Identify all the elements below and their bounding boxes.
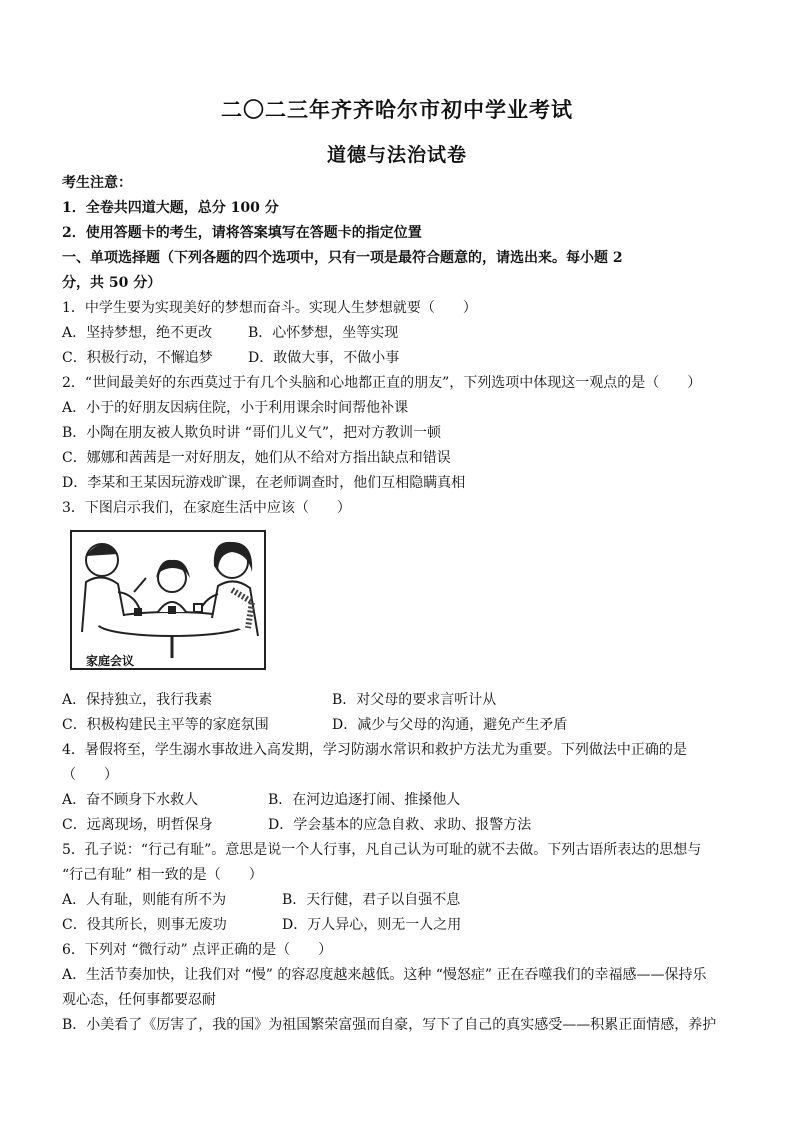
q4-option-d: D．学会基本的应急自救、求助、报警方法 [268,817,532,833]
q6-stem: 6．下列对 “微行动” 点评正确的是（ ） [62,942,333,958]
q4-stem-line1: 4．暑假将至，学生溺水事故进入高发期，学习防溺水常识和救护方法尤为重要。下列做法中正确的是 [62,742,687,758]
q3-option-b: B．对父母的要求言听计从 [332,692,497,708]
q5-option-b: B．天行健，君子以自强不息 [282,892,461,908]
q5-option-c: C．役其所长，则事无废功 [62,917,227,933]
q2-option-d: D．李某和王某因玩游戏旷课，在老师调查时，他们互相隐瞒真相 [62,475,466,491]
q4-option-c: C．远离现场，明哲保身 [62,817,213,833]
q1-stem: 1．中学生要为实现美好的梦想而奋斗。实现人生梦想就要（ ） [62,300,477,316]
q5-option-d: D．万人异心，则无一人之用 [282,917,462,933]
q6-option-b-line1: B．小美看了《厉害了，我的国》为祖国繁荣富强而自豪，写下了自己的真实感受——积累正面情感，养护 [62,1017,717,1033]
q4-option-a: A．奋不顾身下水救人 [62,792,199,808]
q6-option-a-line2: 观心态，任何事都要忍耐 [62,992,216,1008]
q2-option-c: C．娜娜和茜茜是一对好朋友，她们从不给对方指出缺点和错误 [62,450,451,466]
exam-title: 二〇二三年齐齐哈尔市初中学业考试 [221,97,573,122]
family-meeting-illustration [70,530,266,670]
q1-option-a: A．坚持梦想，绝不更改 [62,325,213,341]
q5-option-a: A．人有耻，则能有所不为 [62,892,227,908]
q4-option-b: B．在河边追逐打闹、推搡他人 [268,792,461,808]
exam-subtitle: 道德与法治试卷 [326,144,467,166]
q2-stem: 2．“世间最美好的东西莫过于有几个头脑和心地都正直的朋友”，下列选项中体现这一观点的是（ ） [62,375,702,391]
section1-heading-line1: 一、单项选择题（下列各题的四个选项中，只有一项是最符合题意的，请选出来。每小题 2 [62,250,623,266]
q3-option-a: A．保持独立，我行我素 [62,692,213,708]
notice-item-1: 1．全卷共四道大题，总分 100 分 [62,200,279,216]
q6-option-a-line1: A．生活节奏加快，让我们对 “慢” 的容忍度越来越低。这种 “慢怒症” 正在吞噬我们的幸福感——保持乐 [62,967,707,983]
q3-option-c: C．积极构建民主平等的家庭氛围 [62,717,269,733]
figure-caption: 家庭会议 [86,654,135,668]
q3-option-d: D．减少与父母的沟通，避免产生矛盾 [332,717,568,733]
q1-option-b: B．心怀梦想，坐等实现 [248,325,399,341]
q5-stem-line1: 5．孔子说：“行己有耻”。意思是说一个人行事，凡自己认为可耻的就不去做。下列古语所表达的思想与 [62,842,702,858]
q1-option-c: C．积极行动，不懈追梦 [62,350,213,366]
q2-option-b: B．小陶在朋友被人欺负时讲 “哥们儿义气”，把对方教训一顿 [62,425,442,441]
q2-option-a: A．小于的好朋友因病住院，小于利用课余时间帮他补课 [62,400,409,416]
notice-heading: 考生注意： [62,175,132,191]
family-meeting-drawing [72,532,264,668]
section1-heading-line2: 分，共 50 分） [62,275,162,291]
q1-option-d: D．敢做大事，不做小事 [248,350,400,366]
q5-stem-line2: “行己有耻” 相一致的是（ ） [62,867,263,883]
q3-stem: 3．下图启示我们，在家庭生活中应该（ ） [62,500,351,516]
q4-stem-line2: （ ） [62,767,118,783]
notice-item-2: 2．使用答题卡的考生，请将答案填写在答题卡的指定位置 [62,225,422,241]
